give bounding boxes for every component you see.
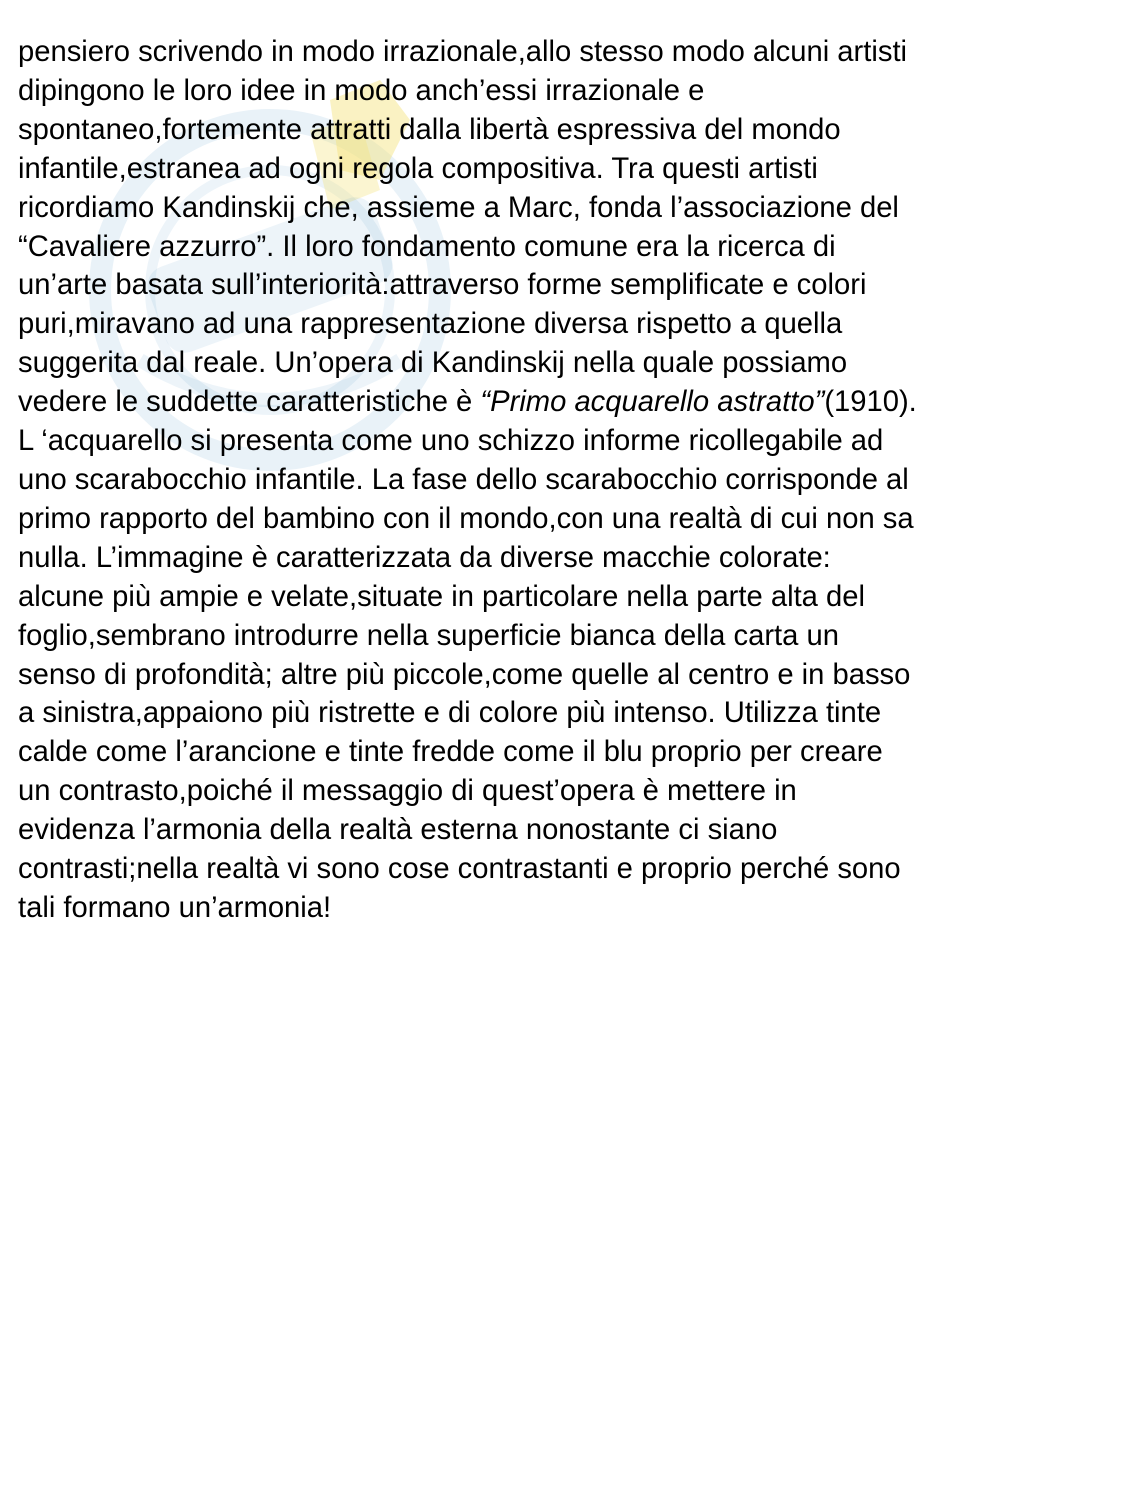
text-segment: vedere le suddette caratteristiche è bbox=[18, 386, 481, 419]
text-line: un contrasto,poiché il messaggio di quest’opera è mettere in bbox=[18, 775, 797, 808]
text-line-with-title bbox=[18, 383, 1128, 422]
text-line: primo rapporto del bambino con il mondo,con una realtà di cui non sa bbox=[18, 502, 914, 535]
text-line: suggerita dal reale. Un’opera di Kandinskij nella quale possiamo bbox=[18, 347, 848, 380]
text-line: L ‘acquarello si presenta come uno schizzo informe ricollegabile ad bbox=[18, 425, 884, 458]
text-line: tali formano un’armonia! bbox=[18, 891, 332, 924]
text-line: alcune più ampie e velate,situate in particolare nella parte alta del bbox=[18, 580, 865, 613]
text-line: ricordiamo Kandinskij che, assieme a Marc, fonda l’associazione del bbox=[18, 191, 899, 224]
text-line: uno scarabocchio infantile. La fase dello scarabocchio corrisponde al bbox=[18, 463, 909, 496]
text-line: un’arte basata sull’interiorità:attraverso forme semplificate e colori bbox=[18, 269, 867, 302]
text-line: infantile,estranea ad ogni regola compositiva. Tra questi artisti bbox=[18, 152, 818, 185]
text-line: “Cavaliere azzurro”. Il loro fondamento comune era la ricerca di bbox=[18, 230, 836, 263]
artwork-title: “Primo acquarello astratto” bbox=[480, 386, 825, 419]
text-line: evidenza l’armonia della realtà esterna nonostante ci siano bbox=[18, 814, 778, 847]
artwork-year: (1910). bbox=[824, 386, 917, 419]
text-line: a sinistra,appaiono più ristrette e di colore più intenso. Utilizza tinte bbox=[18, 697, 882, 730]
document-body bbox=[18, 33, 1128, 928]
text-line: nulla. L’immagine è caratterizzata da diverse macchie colorate: bbox=[18, 541, 831, 574]
text-line: dipingono le loro idee in modo anch’essi irrazionale e bbox=[18, 74, 705, 107]
text-line: senso di profondità; altre più piccole,come quelle al centro e in basso bbox=[18, 658, 911, 691]
text-line: puri,miravano ad una rappresentazione diversa rispetto a quella bbox=[18, 308, 843, 341]
text-line: foglio,sembrano introdurre nella superficie bianca della carta un bbox=[18, 619, 839, 652]
text-line: contrasti;nella realtà vi sono cose contrastanti e proprio perché sono bbox=[18, 853, 901, 886]
text-line: pensiero scrivendo in modo irrazionale,allo stesso modo alcuni artisti bbox=[18, 36, 908, 68]
text-line: calde come l’arancione e tinte fredde come il blu proprio per creare bbox=[18, 736, 883, 769]
text-line: spontaneo,fortemente attratti dalla libertà espressiva del mondo bbox=[18, 113, 841, 146]
